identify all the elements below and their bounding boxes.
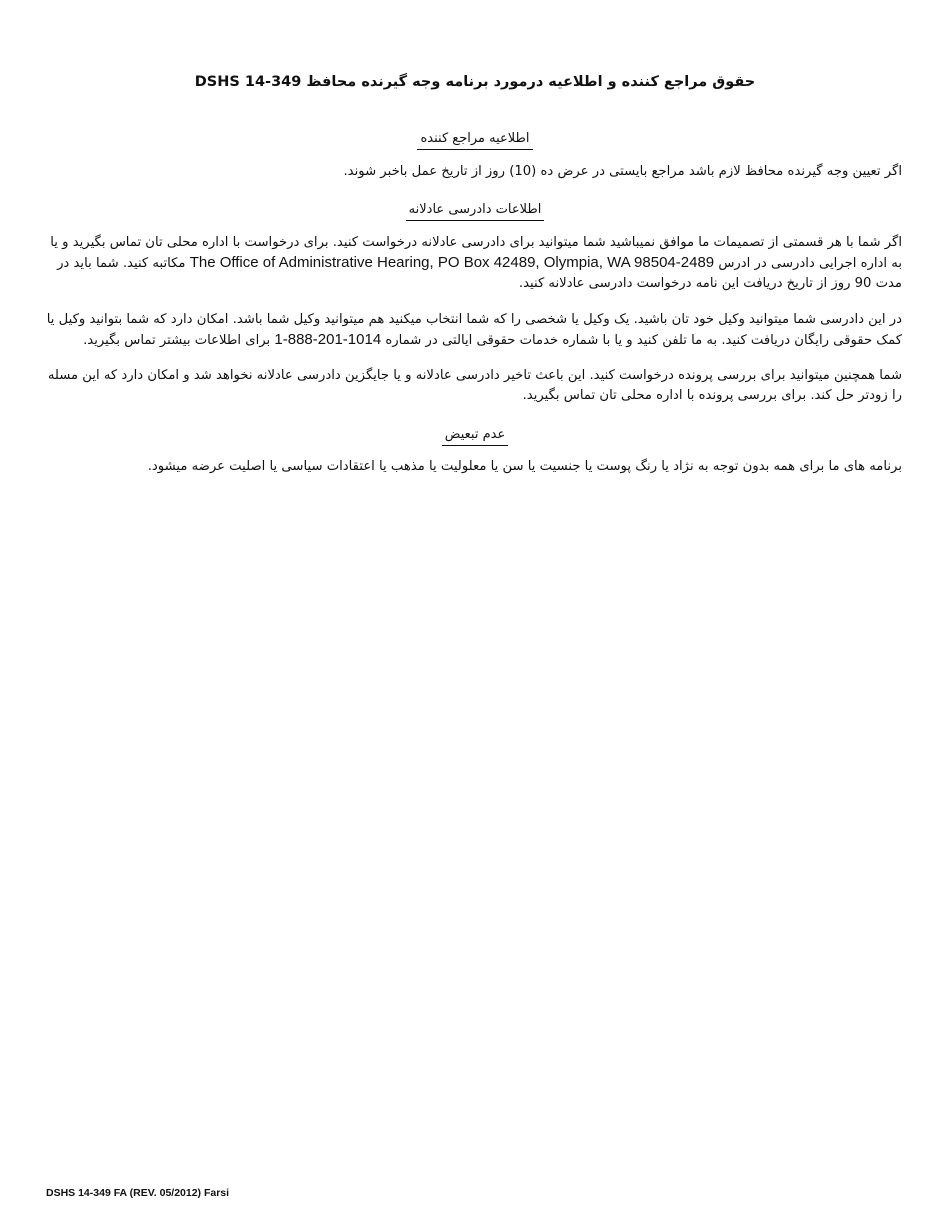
fair-hearing-paragraph-3: شما همچنین میتوانید برای بررسی پرونده درخواست کنید. این باعث تاخیر دادرسی عادلانه و یا جایگزین دادرسی عادلانه نخواهد شد و امکان دارد که این مسله را زودتر حل کند. برای بررسی پرونده با اداره محلی تان تماس بگیرید.	[47, 368, 902, 403]
fair-hearing-heading-wrap	[46, 198, 904, 221]
nondiscrimination-heading: عدم تبعیض	[442, 426, 508, 446]
client-notice-paragraph: اگر تعیین وجه گیرنده محافظ لازم باشد مراجع بایستی در عرض ده (10) روز از تاریخ عمل باخبر شوند.	[343, 164, 902, 179]
fair-hearing-heading: اطلاعات دادرسی عادلانه	[406, 201, 545, 221]
fair-hearing-p2-text-2: برای اطلاعات بیشتر تماس بگیرید.	[83, 333, 271, 348]
legal-services-phone: 1-888-201-1014	[274, 331, 382, 348]
fair-hearing-p2-text-1: در این دادرسی شما میتوانید وکیل خود تان باشید. یک وکیل یا شخصی را که شما انتخاب میکنید هم میتوانید وکیل شما باشد. امکان دارد که شما بتوانید وکیل یا کمک حقوقی رایگان دریافت کنید. به ما تلفن کنید و یا با شماره خدمات حقوقی ایالتی در شماره	[46, 312, 902, 348]
fair-hearing-paragraph-2	[46, 310, 902, 351]
fair-hearing-paragraph-1	[46, 233, 902, 294]
nondiscrimination-paragraph: برنامه های ما برای همه بدون توجه به نژاد یا رنگ پوست یا جنسیت یا سن یا معلولیت یا مذهب یا اعتقادات سیاسی یا اصلیت عرضه میشود.	[147, 459, 902, 474]
client-notice-heading: اطلاعیه مراجع کننده	[417, 130, 532, 150]
form-footer: DSHS 14-349 FA (REV. 05/2012) Farsi	[46, 1187, 230, 1199]
client-notice-heading-wrap	[46, 127, 904, 150]
fair-hearing-p1-text-1: اگر شما با هر قسمتی از تصمیمات ما موافق نمیباشید شما میتوانید برای دادرسی عادلانه درخواست کنید. برای درخواست با اداره محلی تان تماس بگیرید و یا به اداره اجرایی دادرسی در ادرس	[50, 235, 902, 271]
document-title: حقوق مراجع کننده و اطلاعیه درمورد برنامه وجه گیرنده محافظ DSHS 14-349	[194, 74, 756, 90]
nondiscrimination-heading-wrap	[46, 423, 904, 446]
hearing-office-address: The Office of Administrative Hearing, PO Box 42489, Olympia, WA 98504-2489	[189, 254, 715, 271]
fair-hearing-p1-text-2: مکاتبه کنید. شما باید در مدت 90 روز از تاریخ دریافت این نامه درخواست دادرسی عادلانه کنید.	[57, 256, 902, 291]
